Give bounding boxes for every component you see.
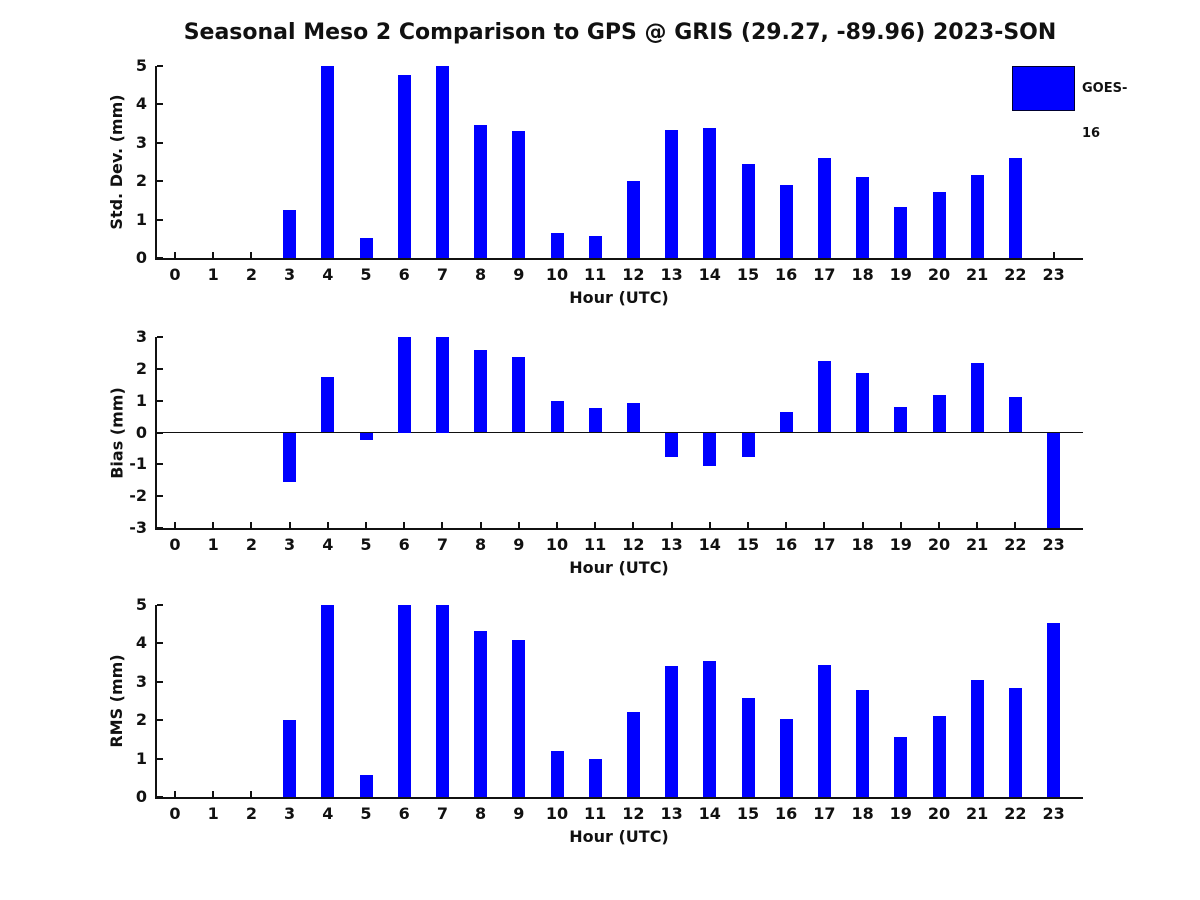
bias-bar-hour-3	[283, 433, 296, 482]
bias-x-tick-label-1: 1	[207, 535, 219, 554]
chart-title: Seasonal Meso 2 Comparison to GPS @ GRIS (29.27, -89.96) 2023-SON	[183, 20, 1057, 45]
rms-bar-hour-4	[321, 605, 334, 797]
rms-x-tick-label-7: 7	[436, 804, 448, 823]
bias-bar-hour-6	[398, 337, 411, 433]
rms-bar-hour-10	[551, 751, 564, 797]
std-dev-y-tick-label-3: 3	[135, 132, 147, 152]
bias-x-tick-label-10: 10	[545, 535, 569, 554]
bias-x-tick-label-15: 15	[736, 535, 760, 554]
std-dev-x-tick-label-10: 10	[545, 265, 569, 284]
std-dev-y-tick-label-4: 4	[135, 94, 147, 114]
bias-x-tick-12	[632, 522, 634, 528]
rms-plot-area	[155, 605, 1083, 799]
rms-bar-hour-22	[1009, 688, 1022, 797]
bias-x-tick-label-7: 7	[436, 535, 448, 554]
bias-y-tick-label-1: 1	[135, 390, 147, 410]
rms-x-axis-label: Hour (UTC)	[569, 827, 669, 846]
bias-x-tick-14	[709, 522, 711, 528]
std-dev-x-tick-2	[250, 252, 252, 258]
rms-bar-hour-20	[933, 716, 946, 797]
std-dev-plot-area	[155, 66, 1083, 260]
rms-x-tick-label-19: 19	[889, 804, 912, 823]
bias-y-tick-0	[157, 432, 163, 434]
rms-bar-hour-14	[703, 661, 716, 797]
rms-x-tick-label-9: 9	[513, 804, 525, 823]
rms-bar-hour-18	[856, 690, 869, 797]
bias-x-tick-label-5: 5	[360, 535, 372, 554]
rms-bar-hour-12	[627, 712, 640, 797]
std-dev-x-tick-label-14: 14	[698, 265, 721, 284]
bias-x-tick-5	[365, 522, 367, 528]
std-dev-x-tick-label-23: 23	[1042, 265, 1065, 284]
rms-bar-hour-7	[436, 605, 449, 797]
rms-x-tick-label-10: 10	[545, 804, 569, 823]
rms-x-tick-label-20: 20	[927, 804, 951, 823]
rms-x-tick-label-8: 8	[475, 804, 487, 823]
std-dev-x-tick-label-20: 20	[927, 265, 951, 284]
bias-y-tick-label-2: 2	[135, 358, 147, 378]
std-dev-x-tick-label-15: 15	[736, 265, 760, 284]
std-dev-bar-hour-5	[360, 238, 373, 258]
bias-x-tick-label-18: 18	[851, 535, 874, 554]
bias-x-tick-15	[747, 522, 749, 528]
std-dev-bar-hour-4	[321, 66, 334, 258]
bias-x-tick-label-21: 21	[966, 535, 989, 554]
bias-x-tick-label-23: 23	[1042, 535, 1065, 554]
std-dev-x-tick-label-8: 8	[475, 265, 487, 284]
std-dev-y-tick-5	[157, 65, 163, 67]
std-dev-y-tick-0	[157, 257, 163, 259]
std-dev-x-tick-label-21: 21	[966, 265, 989, 284]
std-dev-bar-hour-12	[627, 181, 640, 258]
rms-y-tick-2	[157, 719, 163, 721]
bias-bar-hour-21	[971, 363, 984, 432]
rms-x-tick-label-14: 14	[698, 804, 721, 823]
bias-bar-hour-17	[818, 361, 831, 433]
rms-y-tick-3	[157, 681, 163, 683]
bias-x-tick-8	[480, 522, 482, 528]
rms-bar-hour-21	[971, 680, 984, 797]
rms-x-tick-label-18: 18	[851, 804, 874, 823]
bias-bar-hour-13	[665, 433, 678, 457]
std-dev-y-tick-4	[157, 103, 163, 105]
bias-bar-hour-10	[551, 401, 564, 433]
rms-x-tick-label-3: 3	[284, 804, 296, 823]
bias-x-tick-label-2: 2	[245, 535, 257, 554]
rms-y-tick-label-5: 5	[135, 595, 147, 614]
bias-x-tick-label-19: 19	[889, 535, 912, 554]
rms-x-tick-label-22: 22	[1004, 804, 1027, 823]
rms-x-tick-1	[212, 791, 214, 797]
bias-bar-hour-7	[436, 337, 449, 433]
std-dev-bar-hour-8	[474, 125, 487, 258]
bias-x-tick-label-22: 22	[1004, 535, 1027, 554]
bias-x-tick-16	[785, 522, 787, 528]
bias-x-tick-label-12: 12	[622, 535, 645, 554]
subplot-bias	[107, 327, 1083, 577]
std-dev-y-tick-2	[157, 180, 163, 182]
bias-bar-hour-11	[589, 408, 602, 433]
bias-y-tick--3	[157, 527, 163, 529]
bias-x-tick-0	[174, 522, 176, 528]
rms-bar-hour-5	[360, 775, 373, 797]
rms-x-tick-label-16: 16	[775, 804, 798, 823]
std-dev-x-tick-label-6: 6	[398, 265, 410, 284]
bias-bar-hour-16	[780, 412, 793, 433]
rms-bar-hour-15	[742, 698, 755, 797]
bias-y-tick-label--3: -3	[129, 518, 147, 537]
bias-x-tick-6	[403, 522, 405, 528]
rms-x-tick-label-11: 11	[584, 804, 607, 823]
bias-x-tick-label-14: 14	[698, 535, 721, 554]
bias-bar-hour-15	[742, 433, 755, 458]
std-dev-bar-hour-18	[856, 177, 869, 258]
rms-bar-hour-19	[894, 737, 907, 797]
bias-x-tick-label-8: 8	[475, 535, 487, 554]
rms-y-tick-label-2: 2	[135, 710, 147, 730]
rms-bar-hour-6	[398, 605, 411, 797]
bias-x-tick-9	[518, 522, 520, 528]
bias-x-tick-2	[250, 522, 252, 528]
bias-y-tick-label-0: 0	[135, 422, 147, 442]
rms-y-tick-4	[157, 642, 163, 644]
std-dev-x-tick-label-22: 22	[1004, 265, 1027, 284]
bias-y-tick-label--2: -2	[129, 486, 147, 506]
bias-x-tick-7	[441, 522, 443, 528]
std-dev-x-tick-label-16: 16	[775, 265, 798, 284]
bias-x-tick-22	[1014, 522, 1016, 528]
rms-y-tick-label-4: 4	[135, 633, 147, 653]
bias-x-tick-label-9: 9	[513, 535, 525, 554]
std-dev-bar-hour-13	[665, 130, 678, 258]
bias-bar-hour-4	[321, 377, 334, 432]
bias-x-tick-17	[823, 522, 825, 528]
std-dev-x-tick-label-2: 2	[245, 265, 257, 284]
std-dev-x-tick-label-18: 18	[851, 265, 874, 284]
bias-x-tick-label-13: 13	[660, 535, 683, 554]
rms-bar-hour-9	[512, 640, 525, 797]
std-dev-x-tick-label-19: 19	[889, 265, 912, 284]
bias-x-tick-20	[938, 522, 940, 528]
rms-x-tick-label-2: 2	[245, 804, 257, 823]
bias-bar-hour-23	[1047, 433, 1060, 529]
std-dev-y-tick-label-5: 5	[135, 56, 147, 75]
std-dev-bar-hour-15	[742, 164, 755, 258]
rms-y-tick-1	[157, 758, 163, 760]
bias-y-axis-label: Bias (mm)	[107, 386, 126, 479]
rms-x-tick-label-4: 4	[322, 804, 334, 823]
std-dev-x-tick-1	[212, 252, 214, 258]
std-dev-y-tick-label-1: 1	[135, 209, 147, 229]
rms-bar-hour-17	[818, 665, 831, 797]
std-dev-bar-hour-14	[703, 128, 716, 258]
std-dev-x-tick-0	[174, 252, 176, 258]
rms-x-tick-label-21: 21	[966, 804, 989, 823]
rms-x-tick-0	[174, 791, 176, 797]
bias-y-tick-1	[157, 400, 163, 402]
std-dev-bar-hour-9	[512, 131, 525, 258]
bias-y-tick-label--1: -1	[129, 454, 147, 474]
rms-y-tick-label-1: 1	[135, 748, 147, 768]
rms-y-tick-5	[157, 604, 163, 606]
bias-bar-hour-8	[474, 350, 487, 433]
std-dev-x-tick-label-12: 12	[622, 265, 645, 284]
rms-y-tick-label-3: 3	[135, 671, 147, 691]
bias-bar-hour-19	[894, 407, 907, 432]
bias-bar-hour-14	[703, 433, 716, 466]
std-dev-x-tick-label-13: 13	[660, 265, 683, 284]
std-dev-y-tick-label-0: 0	[135, 248, 147, 267]
std-dev-bar-hour-21	[971, 175, 984, 258]
bias-x-tick-label-17: 17	[813, 535, 836, 554]
std-dev-y-axis-label: Std. Dev. (mm)	[107, 94, 126, 230]
rms-x-tick-label-1: 1	[207, 804, 219, 823]
rms-x-tick-label-23: 23	[1042, 804, 1065, 823]
rms-bar-hour-13	[665, 666, 678, 797]
std-dev-x-tick-label-3: 3	[284, 265, 296, 284]
rms-x-tick-label-0: 0	[169, 804, 181, 823]
std-dev-bar-hour-11	[589, 236, 602, 258]
bias-x-axis-label: Hour (UTC)	[569, 558, 669, 577]
std-dev-bar-hour-22	[1009, 158, 1022, 258]
rms-x-tick-label-17: 17	[813, 804, 836, 823]
legend-label-goes16: GOES-16	[1082, 81, 1128, 141]
bias-x-tick-label-0: 0	[169, 535, 181, 554]
std-dev-bar-hour-10	[551, 233, 564, 258]
std-dev-bar-hour-20	[933, 192, 946, 258]
rms-x-tick-label-13: 13	[660, 804, 683, 823]
bias-x-tick-19	[900, 522, 902, 528]
std-dev-bar-hour-19	[894, 207, 907, 258]
std-dev-y-tick-1	[157, 219, 163, 221]
bias-bar-hour-12	[627, 403, 640, 433]
std-dev-x-tick-label-1: 1	[207, 265, 219, 284]
std-dev-x-tick-label-5: 5	[360, 265, 372, 284]
bias-x-tick-11	[594, 522, 596, 528]
bias-plot-area	[155, 337, 1083, 530]
std-dev-bar-hour-7	[436, 66, 449, 258]
bias-x-tick-18	[862, 522, 864, 528]
rms-bar-hour-16	[780, 719, 793, 797]
std-dev-bar-hour-16	[780, 185, 793, 258]
bias-x-tick-13	[671, 522, 673, 528]
bias-x-tick-3	[289, 522, 291, 528]
bias-bar-hour-22	[1009, 397, 1022, 433]
std-dev-x-tick-label-7: 7	[436, 265, 448, 284]
rms-y-tick-0	[157, 796, 163, 798]
bias-y-tick-3	[157, 336, 163, 338]
std-dev-x-axis-label: Hour (UTC)	[569, 288, 669, 307]
bias-y-tick-label-3: 3	[135, 327, 147, 346]
subplot-rms	[107, 595, 1083, 846]
std-dev-x-tick-label-4: 4	[322, 265, 334, 284]
bias-x-tick-label-6: 6	[398, 535, 410, 554]
std-dev-x-tick-label-9: 9	[513, 265, 525, 284]
rms-y-tick-label-0: 0	[135, 787, 147, 806]
std-dev-bar-hour-3	[283, 210, 296, 258]
rms-bar-hour-8	[474, 631, 487, 797]
rms-y-axis-label: RMS (mm)	[107, 654, 126, 748]
std-dev-bar-hour-6	[398, 75, 411, 258]
bias-y-tick--1	[157, 463, 163, 465]
bias-x-tick-label-16: 16	[775, 535, 798, 554]
bias-x-tick-label-4: 4	[322, 535, 334, 554]
rms-x-tick-label-12: 12	[622, 804, 645, 823]
std-dev-x-tick-23	[1053, 252, 1055, 258]
bias-bar-hour-18	[856, 373, 869, 433]
rms-x-tick-2	[250, 791, 252, 797]
rms-x-tick-label-5: 5	[360, 804, 372, 823]
rms-x-tick-label-6: 6	[398, 804, 410, 823]
bias-bar-hour-5	[360, 433, 373, 441]
bias-x-tick-label-3: 3	[284, 535, 296, 554]
bias-bar-hour-9	[512, 357, 525, 432]
std-dev-y-tick-label-2: 2	[135, 171, 147, 191]
rms-x-tick-label-15: 15	[736, 804, 760, 823]
bias-y-tick-2	[157, 368, 163, 370]
bias-x-tick-4	[327, 522, 329, 528]
std-dev-bar-hour-17	[818, 158, 831, 258]
bias-x-tick-10	[556, 522, 558, 528]
std-dev-y-tick-3	[157, 142, 163, 144]
bias-x-tick-1	[212, 522, 214, 528]
rms-bar-hour-3	[283, 720, 296, 797]
bias-x-tick-21	[976, 522, 978, 528]
rms-bar-hour-23	[1047, 623, 1060, 797]
bias-bar-hour-20	[933, 395, 946, 433]
bias-x-tick-label-20: 20	[927, 535, 951, 554]
bias-x-tick-label-11: 11	[584, 535, 607, 554]
subplot-std-dev	[107, 56, 1083, 307]
std-dev-x-tick-label-0: 0	[169, 265, 181, 284]
rms-bar-hour-11	[589, 759, 602, 797]
bias-y-tick--2	[157, 495, 163, 497]
std-dev-x-tick-label-17: 17	[813, 265, 836, 284]
std-dev-x-tick-label-11: 11	[584, 265, 607, 284]
